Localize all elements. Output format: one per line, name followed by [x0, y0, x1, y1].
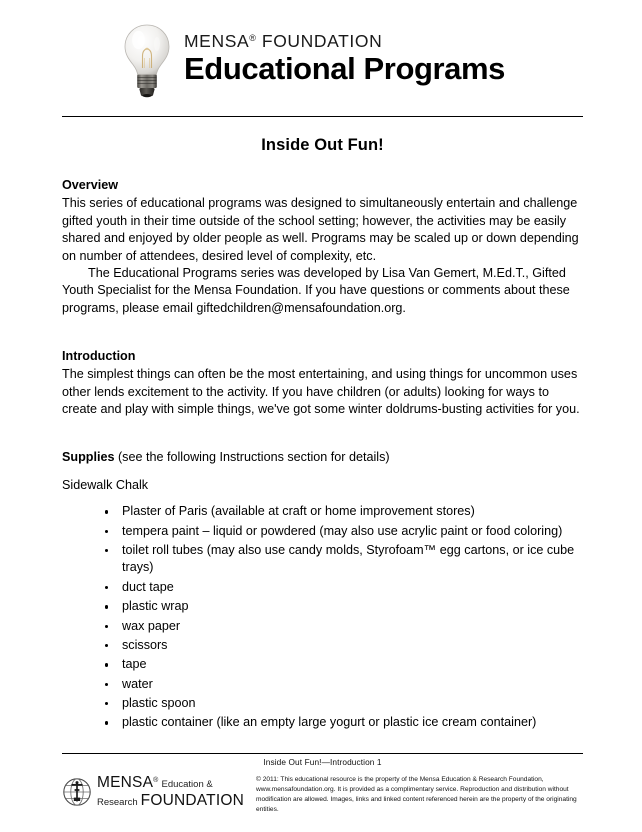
list-item-label: plastic container (like an empty large yogurt or plastic ice cream container) [122, 715, 537, 730]
registered-mark-icon: ® [153, 777, 159, 784]
footer-mensa-text: MENSA® [97, 774, 159, 791]
footer-wordmark-row-2 [97, 793, 244, 809]
list-item-label: duct tape [122, 579, 174, 594]
section-overview [62, 177, 583, 317]
footer-copyright-text: © 2011: This educational resource is the property of the Mensa Education & Research Foundation, www.mensafoundation.org. It is provided as a complimentary service. Reproduction and distribution without modification are allowed. Images, links and linked content referenced herein are the property of the originating entities. [256, 776, 577, 814]
list-item-label: plastic spoon [122, 696, 196, 710]
list-item-label: tape [122, 657, 147, 672]
list-item [62, 579, 583, 596]
overview-paragraph-2: The Educational Programs series was developed by Lisa Van Gemert, M.Ed.T., Gifted Youth Specialist for the Mensa Foundation. If you have questions or comments about these programs, please email giftedchildren@mensafoundation.org. [62, 265, 570, 315]
list-item-label: scissors [122, 637, 168, 652]
footer-page-line: Inside Out Fun!—Introduction 1 [263, 757, 382, 767]
bullet-icon [105, 605, 108, 608]
footer-wordmark [97, 775, 244, 808]
page-footer [0, 746, 642, 832]
list-item-label: water [122, 676, 153, 691]
list-item [62, 542, 583, 577]
footer-copyright [256, 773, 583, 815]
mensa-foundation-logo [120, 22, 505, 98]
brand-foundation-line [184, 32, 505, 51]
bullet-icon [105, 663, 108, 666]
supplies-heading-note: (see the following Instructions section for details) [114, 449, 390, 464]
bullet-icon [105, 510, 108, 513]
supplies-list [62, 503, 583, 732]
list-item [62, 523, 583, 540]
footer-foundation-text: FOUNDATION [140, 791, 244, 809]
bullet-icon [105, 702, 108, 705]
introduction-paragraph-1: The simplest things can often be the most entertaining, and using things for uncommon uses other lends excitement to the activity. If you have children (or adults) looking for ways to create and play with simple things, we've got some winter doldrums-busting activities for you. [62, 367, 580, 417]
brand-foundation-text: FOUNDATION [256, 31, 383, 52]
mensa-education-research-foundation-logo [62, 773, 244, 808]
spacer [62, 317, 583, 348]
list-item [62, 503, 583, 520]
overview-paragraph-1: This series of educational programs was designed to simultaneously entertain and challenge gifted youth in their time outside of the school setting; however, the activities may be easily shared and enjoyed by older people as well. Programs may be scaled up or down depending on number of attendees, desired level of complexity, etc. [62, 196, 579, 263]
bullet-icon [105, 644, 108, 647]
footer-wordmark-row-1 [97, 775, 244, 791]
bullet-icon [105, 721, 108, 724]
brand-educational-programs: Educational Programs [184, 51, 506, 87]
bullet-icon [105, 530, 108, 533]
document-body [62, 136, 583, 734]
spacer [62, 419, 583, 449]
list-item [62, 618, 583, 635]
bullet-icon [105, 683, 108, 686]
footer-research-text: Research [97, 796, 138, 808]
page-title: Inside Out Fun! [261, 136, 384, 154]
bullet-icon [105, 586, 108, 589]
header-divider [62, 116, 583, 117]
footer-divider [62, 753, 583, 754]
overview-heading: Overview [62, 178, 119, 192]
list-item-label: wax paper [122, 618, 181, 633]
footer-education-text: Education & [161, 779, 213, 790]
bullet-icon [105, 625, 108, 628]
brand-mensa-text: MENSA [184, 31, 250, 52]
lightbulb-icon [120, 22, 174, 98]
list-item [62, 656, 583, 673]
supplies-heading: Supplies [62, 449, 115, 464]
introduction-heading: Introduction [62, 349, 136, 363]
globe-icon [62, 777, 92, 807]
page-header [0, 0, 642, 118]
section-introduction [62, 348, 583, 419]
bullet-icon [105, 549, 108, 552]
list-item-label: toilet roll tubes (may also use candy molds, Styrofoam™ egg cartons, or ice cube trays) [122, 543, 575, 575]
brand-wordmark [184, 32, 505, 88]
list-item-label: Plaster of Paris (available at craft or home improvement stores) [122, 504, 475, 519]
supplies-subheading: Sidewalk Chalk [62, 477, 149, 492]
footer-content [62, 773, 583, 815]
list-item [62, 676, 583, 693]
registered-mark-icon: ® [249, 33, 257, 44]
list-item-label: plastic wrap [122, 599, 189, 614]
list-item [62, 637, 583, 654]
section-supplies [62, 449, 583, 732]
list-item [62, 714, 583, 731]
list-item [62, 598, 583, 615]
list-item [62, 695, 583, 712]
supplies-heading-line [62, 449, 583, 466]
list-item-label: tempera paint – liquid or powdered (may also use acrylic paint or food coloring) [122, 523, 563, 538]
